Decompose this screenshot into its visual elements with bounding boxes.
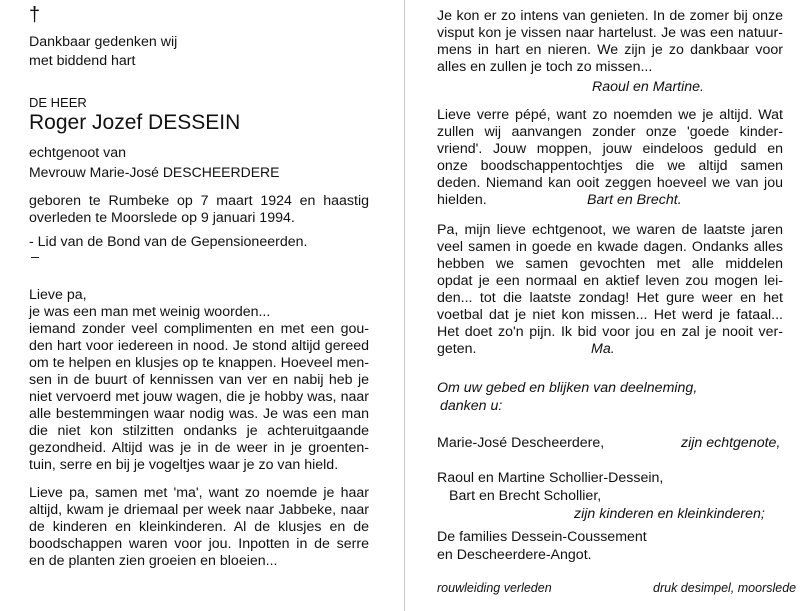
letter1-line: sen in de buurt of kennissen van ver en nabij heb je: [29, 372, 369, 388]
letter1-line: alle bestemmingen waar nodig was. Je was een man: [29, 406, 369, 422]
p2-line: hielden.: [437, 192, 487, 208]
dash-divider: [31, 257, 39, 258]
signature-ma: Ma.: [591, 341, 615, 357]
prayer-line-2: danken u:: [440, 398, 503, 414]
dates-line-1: geboren te Rumbeke op 7 maart 1924 en haastig: [29, 193, 369, 209]
families-line-2: en Descheerdere-Angot.: [437, 547, 592, 563]
family-children-2: Bart en Brecht Schollier,: [449, 488, 602, 504]
signature-raoul-martine: Raoul en Martine.: [592, 79, 704, 95]
letter2-line: boodschappen waren voor jou. Inpotten in de serre: [29, 536, 369, 552]
cross-icon: †: [29, 4, 41, 26]
letter2-line: de kinderen en kleinkinderen. Al de klusjes en de: [29, 519, 369, 535]
letter2-line: en de planten zien groeien en bloeien...: [29, 553, 278, 569]
p2-line: deden. Niemand kan ooit zeggen hoeveel we van jou: [437, 175, 783, 191]
paragraph-raoul-martine: [437, 8, 783, 76]
letter1-line: tuin, serre en bij je vogeltjes waar je zo van hield.: [29, 457, 339, 473]
family-spouse-name: Marie-José Descheerdere,: [437, 435, 605, 451]
paragraph-ma: [437, 222, 783, 358]
right-page: [405, 0, 810, 611]
family-children-role: zijn kinderen en kleinkinderen;: [574, 506, 765, 522]
footer-funeral-director: rouwleiding verleden: [437, 581, 552, 595]
p3-line: Het doet zo'n pijn. Ik bid voor jou en zal je nooit ver-: [437, 324, 783, 340]
p3-line: geten.: [437, 341, 477, 357]
p3-line: opdat je een normaal en aktief leven zou mogen lei-: [437, 273, 783, 289]
spouse-label: echtgenoot van: [29, 145, 127, 161]
letter-paragraph-1: [29, 287, 369, 474]
letter1-line: gezondheid. Altijd was je in de weer in je groenten-: [29, 440, 369, 456]
dates-line-2: overleden te Moorslede op 9 januari 1994.: [29, 210, 295, 226]
letter1-line: den hart voor iedereen in nood. Je stond altijd gereed: [29, 338, 369, 354]
family-spouse-role: zijn echtgenote,: [681, 435, 781, 451]
prayer-line-1: Om uw gebed en blijken van deelneming,: [437, 380, 698, 396]
families-line-1: De families Dessein-Coussement: [437, 529, 647, 545]
signature-bart-brecht: Bart en Brecht.: [587, 192, 682, 208]
letter1-line: Lieve pa,: [29, 287, 87, 303]
letter-paragraph-2: [29, 485, 369, 570]
deceased-name: Roger Jozef DESSEIN: [29, 111, 241, 134]
family-children-1: Raoul en Martine Schollier-Dessein,: [437, 470, 664, 486]
p3-line: veel samen in goede en kwade dagen. Ondanks alles: [437, 239, 783, 255]
birth-death-dates: [29, 193, 369, 227]
letter2-line: Lieve pa, samen met 'ma', want zo noemde je haar: [29, 485, 369, 501]
footer-printer: druk desimpel, moorslede: [653, 581, 797, 595]
p1-line: Je kon er zo intens van genieten. In de zomer bij onze: [437, 8, 783, 24]
p2-line: zullen wij aanvangen zonder onze 'goede kinder-: [437, 124, 783, 140]
p1-line: mens in hart en nieren. We zijn je zo dankbaar voor: [437, 42, 783, 58]
deceased-title: DE HEER: [29, 95, 87, 110]
letter1-line: iemand zonder veel complimenten en met een gou-: [29, 321, 369, 337]
membership-line: - Lid van de Bond van de Gepensioneerden.: [29, 234, 308, 250]
p3-line: voetbal dat je niet kon missen... Het werd je fataal...: [437, 307, 783, 323]
letter1-line: niet vervoerd met jouw wagen, die je hobby was, naar: [29, 389, 369, 405]
p2-line: onze boodschappentochtjes die we altijd samen: [437, 158, 783, 174]
p3-line: den... tot die laatste zondag! Het gure weer en het: [437, 290, 783, 306]
letter1-line: je was een man met weinig woorden...: [29, 304, 271, 320]
letter1-line: die niet kon stilzitten ondanks je achteruitgaande: [29, 423, 369, 439]
intro-line-1: Dankbaar gedenken wij: [29, 34, 178, 50]
p3-line: hebben we samen gevochten met alle middelen: [437, 256, 783, 272]
letter1-line: om te helpen en klusjes op te knappen. Hoeveel men-: [29, 355, 369, 371]
p1-line: alles en zullen je toch zo missen...: [437, 59, 653, 75]
intro-line-2: met biddend hart: [29, 53, 136, 69]
p1-line: visput kon je vissen naar hartelust. Je was een natuur-: [437, 25, 783, 41]
p2-line: vriend'. Jouw moppen, jouw eindeloos geduld en: [437, 141, 783, 157]
spouse-name: Mevrouw Marie-José DESCHEERDERE: [29, 164, 280, 180]
p3-line: Pa, mijn lieve echtgenoot, we waren de laatste jaren: [437, 222, 783, 238]
p2-line: Lieve verre pépé, want zo noemden we je altijd. Wat: [437, 107, 783, 123]
letter2-line: altijd, kwam je driemaal per week naar Jabbeke, naar: [29, 502, 369, 518]
